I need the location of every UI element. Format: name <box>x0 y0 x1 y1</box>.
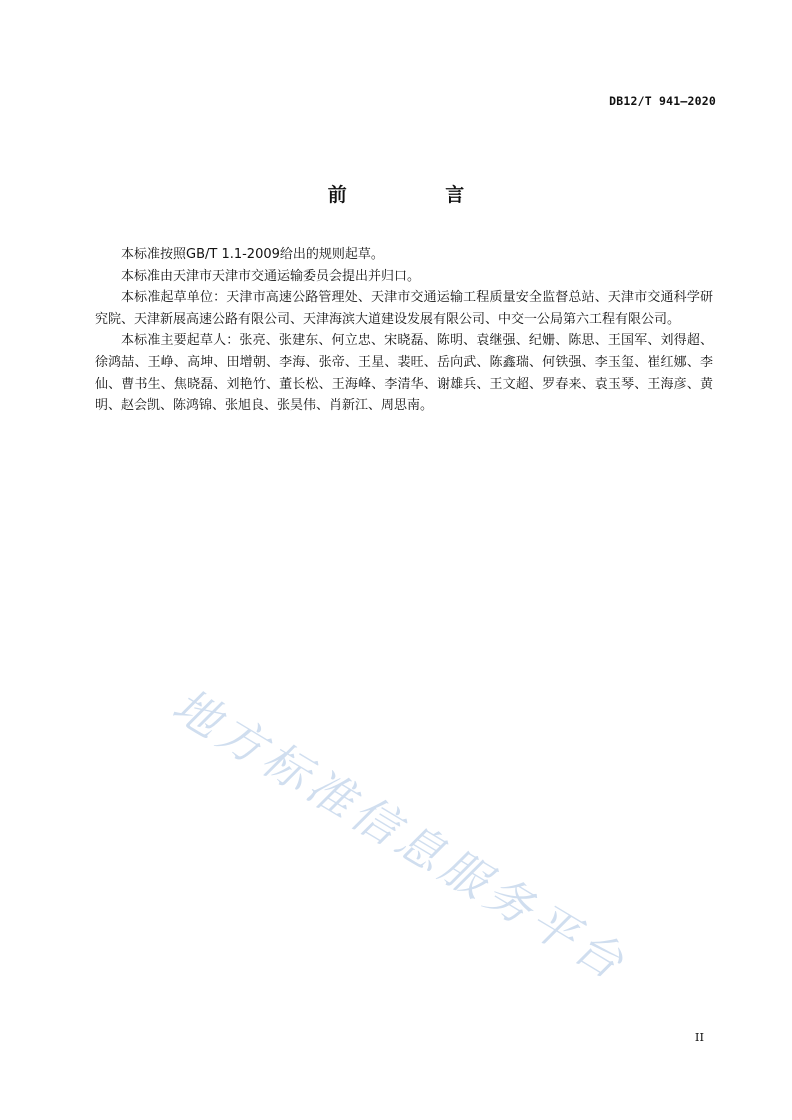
watermark: 地方标准信息服务平台 <box>163 677 638 992</box>
paragraph-proposer: 本标准由天津市天津市交通运输委员会提出并归口。 <box>121 268 421 284</box>
paragraph-drafting-units: 本标准起草单位：天津市高速公路管理处、天津市交通运输工程质量安全监督总站、天津市交通科学研究院、天津新展高速公路有限公司、天津海滨大道建设发展有限公司、中交一公局第六工程有限公司。 <box>95 290 713 327</box>
paragraph-drafting-rules: 本标准按照GB/T 1.1-2009给出的规则起草。 <box>121 247 384 262</box>
page-number: II <box>694 1030 704 1044</box>
standard-code: DB12/T 941—2020 <box>609 94 716 108</box>
foreword-body <box>95 244 713 417</box>
paragraph-drafters: 本标准主要起草人：张亮、张建东、何立忠、宋晓磊、陈明、袁继强、纪姗、陈思、王国军、刘得超、徐鸿喆、王峥、高坤、田增朝、李海、张帝、王星、裴旺、岳向武、陈鑫瑞、何铁强、李玉玺、崔红娜、李仙、曹书生、焦晓磊、刘艳竹、董长松、王海峰、李清华、谢雄兵、王文超、罗春来、袁玉琴、王海彦、黄明、赵会凯、陈鸿锦、张旭良、张昊伟、肖新江、周思南。 <box>95 333 713 414</box>
page-title: 前 言 <box>327 184 511 206</box>
